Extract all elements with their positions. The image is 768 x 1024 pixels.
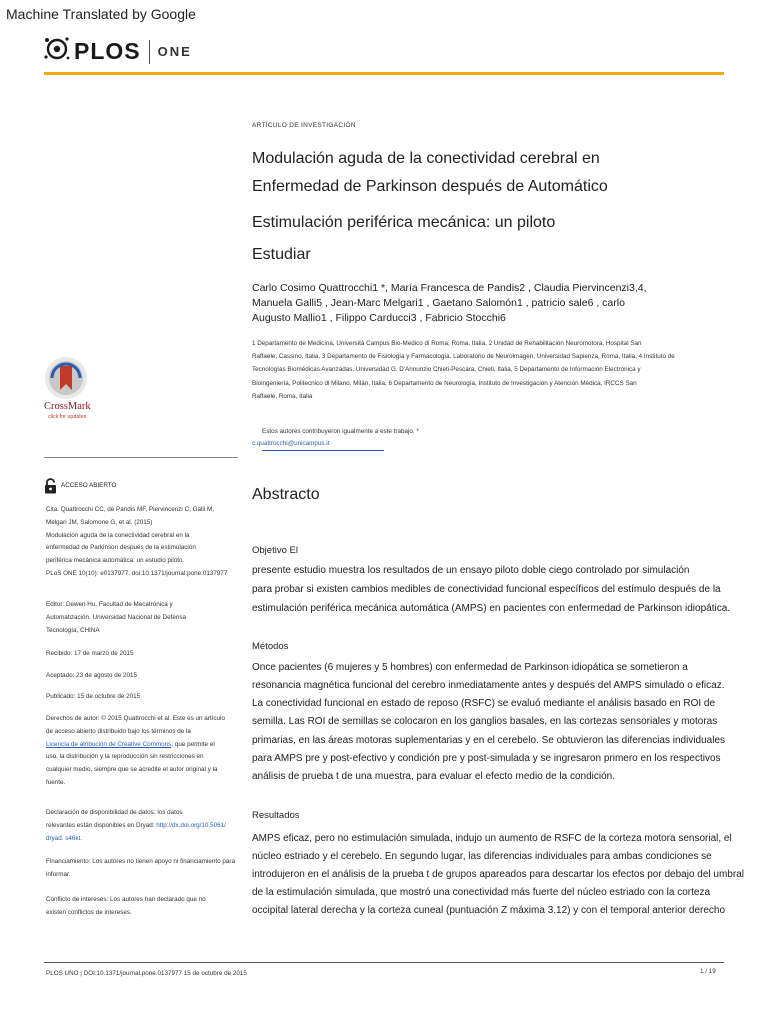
crossmark-icon [44, 356, 88, 400]
results-line: de la estimulación simulada, que mostró una conectividad más fuerte del núcleo estriado con la corteza [252, 887, 711, 898]
title-line-3: Estimulación periférica mecánica: un piloto [252, 214, 556, 231]
objective-line: estimulación periférica mecánica automática (AMPS) en pacientes con enfermedad de Parkinson idiopática. [252, 603, 731, 614]
citation-block [46, 504, 246, 581]
affiliation-line: Raffaele, Roma, Italia [252, 392, 313, 400]
affiliation-line: Bioingeniería, Politecnico di Milano, Milán, Italia, 6 Departamento de Neurología, Instituto de Investigación y Atención Médica, IRCCS San [252, 379, 637, 387]
plos-logo-icon [44, 36, 70, 67]
article-type: ARTÍCULO DE INVESTIGACIÓN [252, 122, 356, 129]
methods-line: análisis de prueba t de una muestra, para evaluar el efecto medio de la condición. [252, 771, 616, 782]
header-accent-bar [44, 72, 724, 75]
logo-separator [149, 40, 150, 64]
methods-line: semilla. Las ROI de semillas se colocaron en los ganglios basales, en las cortezas sensoriales y motoras [252, 716, 718, 727]
funding-block [46, 856, 246, 882]
copyright-line: de acceso abierto distribuido bajo los términos de la [46, 727, 191, 735]
funding-line: Financiamiento: Los autores no tienen apoyo ni financiamiento para [46, 858, 236, 865]
editor-line: Automatización, Universidad Nacional de Defensa [46, 613, 187, 621]
methods-label: Métodos [252, 641, 289, 652]
affiliation-line: Raffaele, Cassino, Italia, 3 Departamento de Fisiología y Farmacología, Laboratorio de Neuroimagen, Universidad Sapienza, Roma, Italia, 4 Instituto de [252, 353, 675, 361]
results-label: Resultados [252, 810, 300, 821]
citation-line: Cita: Quattrocchi CC, de Pandis MF, Piervincenzi C, Galli M, [46, 506, 214, 513]
results-line: núcleo estriado y el cerebelo. En segundo lugar, las diferencias individuales para ambas condiciones se [252, 851, 712, 862]
methods-line: primarias, en las áreas motoras suplementarias y en el cerebelo. Se obtuvieron las diferencias individuales [252, 735, 726, 746]
crossmark-badge[interactable] [44, 356, 88, 405]
copyright-line: fuente. [46, 778, 66, 786]
equal-contribution-note: Estos autores contribuyeron igualmente a este trabajo. * [262, 428, 419, 435]
methods-line: Once pacientes (6 mujeres y 5 hombres) con enfermedad de Parkinson idiopática se sometieron a [252, 662, 688, 673]
methods-line: para AMPS pre y post-efectivo y condición pre y post-simulada y se ingresaron primero en los respectivos [252, 753, 721, 764]
title-line-1: Modulación aguda de la conectividad cerebral en [252, 150, 600, 167]
citation-line: PLoS ONE 10(10): e0137977. doi:10.1371/journal.pone.0137977 [46, 569, 228, 577]
logo-plos-text: PLOS [74, 38, 141, 64]
machine-translation-banner: Machine Translated by Google [6, 6, 196, 22]
results-line: introdujeron en el análisis de la prueba t de grupos apareados para descartar los efectos por debajo del umbral [252, 869, 744, 880]
footer-citation: PLOS UNO | DOI:10.1371/journal.pone.0137977 15 de octubre de 2015 [46, 970, 247, 977]
data-availability-line [46, 820, 246, 833]
copyright-block [46, 713, 246, 790]
objective-line: presente estudio muestra los resultados de un ensayo piloto doble ciego controlado por simulación [252, 565, 690, 576]
authors-line-1: Carlo Cosimo Quattrocchi1 *, María Francesca de Pandis2 , Claudia Piervincenzi3,4, [252, 282, 647, 294]
abstract-heading: Abstracto [252, 486, 320, 503]
copyright-link-tail: , que permite el [171, 740, 215, 748]
open-access-label: ACCESO ABIERTO [61, 482, 117, 489]
logo-one-text: ONE [157, 44, 192, 59]
results-line: occipital lateral derecha y la corteza cuneal (puntuación Z máxima 3.12) y con el temporal anterior derecho [252, 905, 726, 916]
editor-line: Tecnología, CHINA [46, 626, 100, 634]
accepted-date: Aceptado: 23 de agosto de 2015 [46, 672, 138, 679]
dryad-link-continued[interactable]: dryad. s46kt. [46, 834, 83, 842]
citation-line: periférica mecánica automática: un estudio piloto. [46, 557, 185, 565]
title-line-4: Estudiar [252, 246, 311, 263]
open-access-lock-icon [44, 478, 57, 499]
received-date: Recibido: 17 de marzo de 2015 [46, 650, 134, 657]
methods-line: resonancia magnética funcional del cerebro inmediatamente antes y después del AMPS simulado o eficaz. [252, 680, 725, 691]
data-availability-block [46, 807, 246, 845]
published-date: Publicado: 15 de octubre de 2015 [46, 693, 141, 700]
conflicts-block [46, 894, 246, 920]
data-availability-text: relevantes están disponibles en Dryad: [46, 821, 157, 829]
authors-line-2: Manuela Galli5 , Jean-Marc Melgari1 , Gaetano Salomón1 , patricio sale6 , carlo [252, 297, 625, 309]
title-line-2: Enfermedad de Parkinson después de Automático [252, 178, 608, 195]
copyright-line: cualquier medio, siempre que se acredite el autor original y la [46, 766, 218, 774]
affiliation-line: Tecnologías Biomédicas Avanzadas, Universidad G. D'Annunzio Chieti-Pescara, Chieti, Italia, 5 Departamento de Información Electrónica y [252, 366, 641, 374]
data-availability-line: Declaración de disponibilidad de datos: los datos [46, 809, 183, 816]
affiliations [252, 337, 722, 403]
methods-line: La conectividad funcional en estado de reposo (RSFC) se evaluó mediante el análisis basado en ROI de [252, 698, 716, 709]
creative-commons-license-link[interactable]: Licencia de atribución de Creative Commons [46, 740, 172, 748]
copyright-line: Derechos de autor: © 2015 Quattrocchi et al. Este es un artículo [46, 715, 225, 722]
page-number: 1 / 19 [700, 968, 716, 975]
objective-label: Objetivo El [252, 545, 298, 556]
plos-one-logo[interactable] [44, 36, 192, 67]
crossmark-label[interactable]: CrossMark [44, 401, 91, 412]
crossmark-sublabel[interactable]: click for updates [48, 414, 87, 420]
conflicts-line: Conflicto de intereses: Los autores han declarado que no [46, 896, 206, 903]
funding-line: informar. [46, 870, 71, 878]
dryad-link[interactable]: http://dx.doi.org/10.5061/ [156, 821, 226, 829]
affiliation-line: 1 Departamento de Medicina, Università Campus Bio-Medico di Roma, Roma, Italia, 2 Unidad de Rehabilitación Neuromotora, Hospital San [252, 340, 642, 347]
footer-divider [44, 962, 724, 963]
objective-line: para probar si existen cambios medibles de conectividad funcional específicos del estímulo después de la [252, 584, 721, 595]
copyright-link-line [46, 739, 246, 752]
citation-line: Melgari JM, Salomone G, et al. (2015) [46, 518, 153, 526]
copyright-line: uso, la distribución y la reproducción sin restricciones en [46, 753, 204, 761]
citation-line: enfermedad de Parkinson después de la estimulación [46, 544, 196, 552]
corresponding-email-link[interactable]: c.quattrocchi@unicampus.it [252, 440, 330, 447]
authors-line-3: Augusto Mallio1 , Filippo Carducci3 , Fabricio Stocchi6 [252, 312, 506, 324]
conflicts-line: existen conflictos de intereses. [46, 908, 132, 916]
email-underline [262, 450, 384, 451]
results-line: AMPS eficaz, pero no estimulación simulada, indujo un aumento de RSFC de la corteza motora sensorial, el [252, 833, 732, 844]
sidebar-divider [44, 457, 238, 458]
editor-line: Editor: Dewen Hu, Facultad de Mecatrónica y [46, 601, 173, 608]
editor-block [46, 599, 246, 637]
citation-line: Modulación aguda de la conectividad cerebral en la [46, 531, 190, 539]
